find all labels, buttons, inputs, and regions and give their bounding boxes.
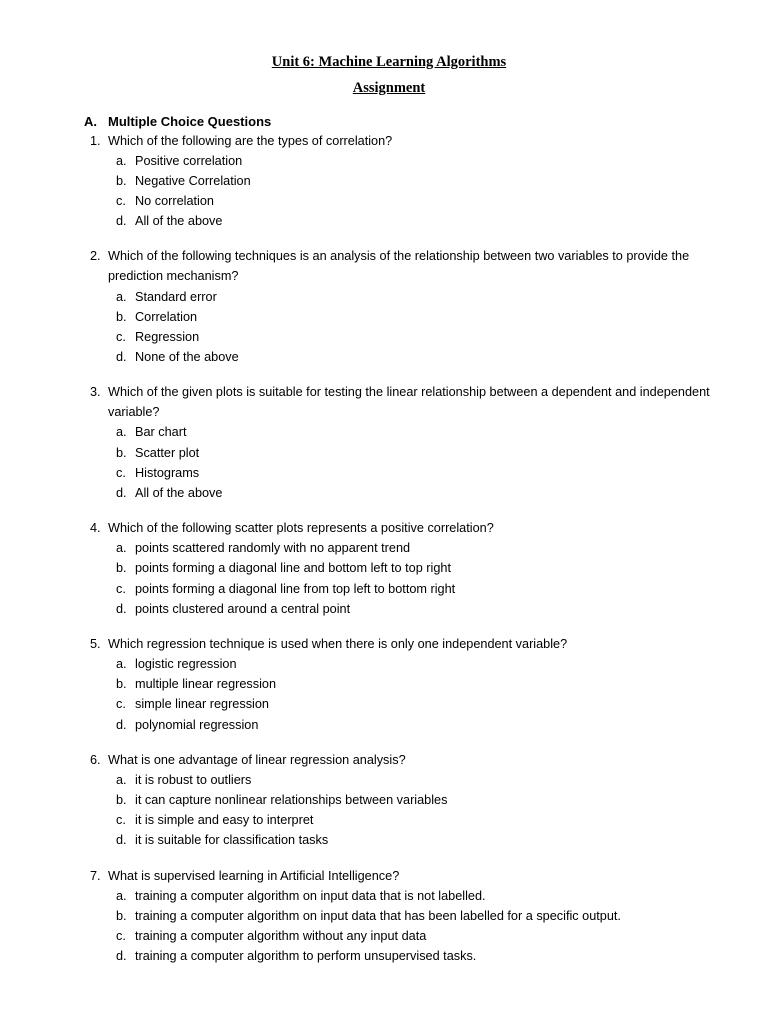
option-letter: c. (116, 697, 126, 712)
option-text: Regression (135, 329, 200, 344)
option-letter: b. (116, 677, 127, 692)
question-line (84, 132, 716, 152)
section-heading (84, 114, 716, 129)
question-number: 5. (90, 636, 101, 651)
section-title: Multiple Choice Questions (108, 113, 272, 129)
question-block (84, 867, 716, 967)
question-block (84, 635, 716, 735)
option-list (84, 538, 716, 618)
option-letter: c. (116, 329, 126, 344)
option-text: simple linear regression (135, 697, 269, 712)
option-letter: a. (116, 289, 127, 304)
question-number: 3. (90, 385, 101, 400)
question-text: Which of the given plots is suitable for testing the linear relationship between a dependent and independent variable? (108, 385, 710, 419)
option-text: it is simple and easy to interpret (135, 813, 314, 828)
option-text: Standard error (135, 289, 217, 304)
option-letter: a. (116, 154, 127, 169)
option-item[interactable] (84, 770, 716, 790)
option-text: training a computer algorithm to perform unsupervised tasks. (135, 949, 477, 964)
option-letter: d. (116, 350, 127, 364)
option-text: points forming a diagonal line from top left to bottom right (135, 581, 456, 596)
option-letter: d. (116, 833, 127, 848)
option-text: it is suitable for classification tasks (135, 833, 329, 848)
question-number: 6. (90, 752, 101, 767)
option-letter: d. (116, 601, 127, 616)
option-text: Histograms (135, 465, 200, 480)
page-title: Unit 6: Machine Learning Algorithms (271, 54, 507, 70)
option-list (84, 654, 716, 734)
option-item[interactable] (84, 347, 716, 367)
page-subtitle: Assignment (352, 79, 426, 96)
option-text: polynomial regression (135, 717, 259, 732)
option-letter: c. (116, 465, 126, 480)
option-letter: d. (116, 485, 127, 500)
option-letter: a. (116, 773, 127, 788)
option-item[interactable] (84, 946, 716, 966)
option-text: Bar chart (135, 425, 187, 440)
option-item[interactable] (84, 191, 716, 211)
option-text: it can capture nonlinear relationships between variables (135, 793, 448, 808)
option-list (84, 770, 716, 850)
option-text: All of the above (135, 485, 223, 500)
option-letter: a. (116, 425, 127, 440)
option-item[interactable] (84, 307, 716, 327)
question-text: Which of the following are the types of correlation? (108, 133, 393, 148)
option-text: Scatter plot (135, 445, 200, 460)
option-item[interactable] (84, 654, 716, 674)
option-item[interactable] (84, 463, 716, 483)
option-item[interactable] (84, 211, 716, 231)
question-line (84, 383, 716, 422)
option-text: logistic regression (135, 657, 237, 672)
question-number: 2. (90, 249, 101, 264)
option-text: points forming a diagonal line and bottom left to top right (135, 561, 451, 576)
option-item[interactable] (84, 538, 716, 558)
option-item[interactable] (84, 579, 716, 599)
option-text: Negative Correlation (135, 174, 251, 189)
question-block (84, 132, 716, 232)
question-line (84, 867, 716, 887)
question-text: What is supervised learning in Artificial Intelligence? (108, 868, 400, 883)
option-item[interactable] (84, 327, 716, 347)
question-text: Which of the following techniques is an analysis of the relationship between two variables to provide the prediction mechanism? (108, 249, 690, 284)
option-item[interactable] (84, 599, 716, 619)
question-block (84, 751, 716, 851)
question-block (84, 519, 716, 619)
option-text: multiple linear regression (135, 677, 277, 692)
question-line (84, 247, 716, 286)
option-item[interactable] (84, 886, 716, 906)
option-letter: b. (116, 445, 127, 460)
option-text: Positive correlation (135, 154, 243, 169)
option-item[interactable] (84, 558, 716, 578)
option-item[interactable] (84, 151, 716, 171)
option-item[interactable] (84, 287, 716, 307)
question-line (84, 635, 716, 655)
option-letter: b. (116, 561, 127, 576)
option-text: training a computer algorithm on input data that has been labelled for a specific output. (135, 909, 621, 924)
question-block (84, 383, 716, 503)
option-item[interactable] (84, 422, 716, 442)
question-number: 7. (90, 868, 101, 883)
option-letter: d. (116, 949, 127, 964)
option-text: Correlation (135, 309, 198, 324)
option-text: points clustered around a central point (135, 601, 351, 616)
option-list (84, 886, 716, 966)
option-letter: b. (116, 909, 127, 924)
option-letter: b. (116, 793, 127, 808)
option-text: training a computer algorithm without any input data (135, 929, 427, 944)
option-letter: b. (116, 309, 127, 324)
option-text: training a computer algorithm on input data that is not labelled. (135, 889, 486, 904)
option-item[interactable] (84, 694, 716, 714)
option-item[interactable] (84, 830, 716, 850)
question-text: Which regression technique is used when there is only one independent variable? (108, 636, 568, 651)
question-number: 4. (90, 520, 101, 535)
option-letter: c. (116, 813, 126, 828)
question-text: What is one advantage of linear regression analysis? (108, 752, 406, 767)
question-number: 1. (90, 133, 101, 148)
option-letter: a. (116, 541, 127, 556)
option-text: points scattered randomly with no apparent trend (135, 541, 411, 556)
option-letter: a. (116, 889, 127, 904)
option-letter: d. (116, 214, 127, 229)
question-line (84, 751, 716, 771)
option-text: it is robust to outliers (135, 773, 252, 788)
option-letter: d. (116, 717, 127, 732)
option-letter: a. (116, 657, 127, 672)
option-item[interactable] (84, 483, 716, 503)
option-text: None of the above (135, 350, 239, 364)
option-letter: c. (116, 581, 126, 596)
question-text: Which of the following scatter plots represents a positive correlation? (108, 520, 494, 535)
question-block (84, 247, 716, 367)
option-item[interactable] (84, 674, 716, 694)
option-item[interactable] (84, 790, 716, 810)
option-item[interactable] (84, 171, 716, 191)
option-item[interactable] (84, 926, 716, 946)
option-list (84, 287, 716, 367)
questions-list (84, 132, 716, 967)
option-letter: c. (116, 929, 126, 944)
question-line (84, 519, 716, 539)
option-text: No correlation (135, 194, 214, 209)
option-item[interactable] (84, 443, 716, 463)
option-text: All of the above (135, 214, 223, 229)
option-letter: c. (116, 194, 126, 209)
option-item[interactable] (84, 715, 716, 735)
section-letter: A. (84, 113, 97, 129)
option-list (84, 422, 716, 502)
option-letter: b. (116, 174, 127, 189)
option-item[interactable] (84, 810, 716, 830)
option-item[interactable] (84, 906, 716, 926)
option-list (84, 151, 716, 231)
